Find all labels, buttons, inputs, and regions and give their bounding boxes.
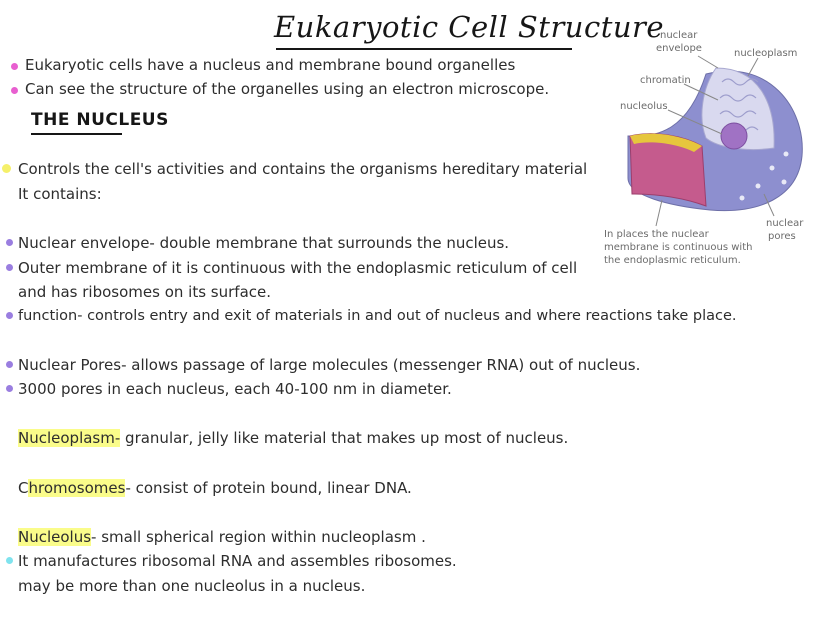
label-envelope: envelope	[656, 43, 702, 54]
envelope-line-1: Nuclear envelope- double membrane that surrounds the nucleus.	[18, 234, 510, 252]
heading-underline	[31, 133, 122, 135]
nucleolus-term: Nucleolus	[18, 528, 92, 546]
label-nucleolus: nucleolus	[620, 101, 668, 112]
intro-line-1: Eukaryotic cells have a nucleus and membrane bound organelles	[25, 56, 516, 74]
pore	[782, 180, 787, 185]
chromosomes-text: - consist of protein bound, linear DNA.	[125, 479, 412, 497]
bullet-yellow	[2, 164, 11, 173]
nucleoplasm-line	[18, 428, 568, 448]
nucleolus-line-2: It manufactures ribosomal RNA and assembles ribosomes.	[18, 552, 457, 570]
nucleus-diagram	[598, 18, 810, 272]
nucleoplasm-text: granular, jelly like material that makes up most of nucleus.	[120, 429, 569, 447]
leader-er	[656, 200, 662, 226]
leader-nucleoplasm	[748, 58, 758, 76]
controls-line: Controls the cell's activities and contains the organisms hereditary material	[18, 160, 588, 178]
page-title: Eukaryotic Cell Structure	[274, 10, 665, 44]
bullet-cyan	[6, 557, 13, 564]
figure-caption-3: the endoplasmic reticulum.	[604, 255, 741, 266]
pore	[770, 166, 775, 171]
section-heading: THE NUCLEUS	[31, 110, 169, 130]
pore	[784, 152, 789, 157]
title-underline	[276, 48, 572, 50]
label-nuclear: nuclear	[660, 30, 698, 41]
bullet-purple	[6, 264, 13, 271]
intro-line-2: Can see the structure of the organelles using an electron microscope.	[25, 80, 550, 98]
bullet-purple	[6, 312, 13, 319]
bullet-pink	[11, 87, 18, 94]
figure-caption-1: In places the nuclear	[604, 229, 709, 240]
nucleolus-line	[18, 527, 426, 547]
chromosomes-prefix: C	[18, 479, 29, 497]
bullet-purple	[6, 239, 13, 246]
nucleolus-text: - small spherical region within nucleoplasm .	[91, 528, 426, 546]
envelope-line-2: Outer membrane of it is continuous with the endoplasmic reticulum of cell	[18, 259, 578, 277]
label-nucleoplasm: nucleoplasm	[734, 48, 798, 59]
label-chromatin: chromatin	[640, 75, 691, 86]
it-contains-line: It contains:	[18, 185, 102, 203]
bullet-purple	[6, 385, 13, 392]
chromosomes-line	[18, 478, 412, 498]
pores-line-2: 3000 pores in each nucleus, each 40-100 nm in diameter.	[18, 380, 452, 398]
label-pores-1: nuclear	[766, 218, 804, 229]
bullet-purple	[6, 361, 13, 368]
label-pores-2: pores	[768, 231, 796, 242]
envelope-line-3: and has ribosomes on its surface.	[18, 283, 272, 301]
nucleoplasm-term: Nucleoplasm-	[18, 429, 121, 447]
chromosomes-term: hromosomes	[28, 479, 126, 497]
pores-line-1: Nuclear Pores- allows passage of large molecules (messenger RNA) out of nucleus.	[18, 356, 641, 374]
nucleolus-line-3: may be more than one nucleolus in a nucleus.	[18, 577, 366, 595]
figure-caption-2: membrane is continuous with	[604, 242, 753, 253]
envelope-line-4: function- controls entry and exit of materials in and out of nucleus and where reactions take place.	[18, 308, 737, 324]
pore	[740, 196, 745, 201]
bullet-pink	[11, 63, 18, 70]
leader-envelope	[698, 56, 718, 68]
nucleolus-sphere	[721, 123, 747, 149]
pore	[756, 184, 761, 189]
